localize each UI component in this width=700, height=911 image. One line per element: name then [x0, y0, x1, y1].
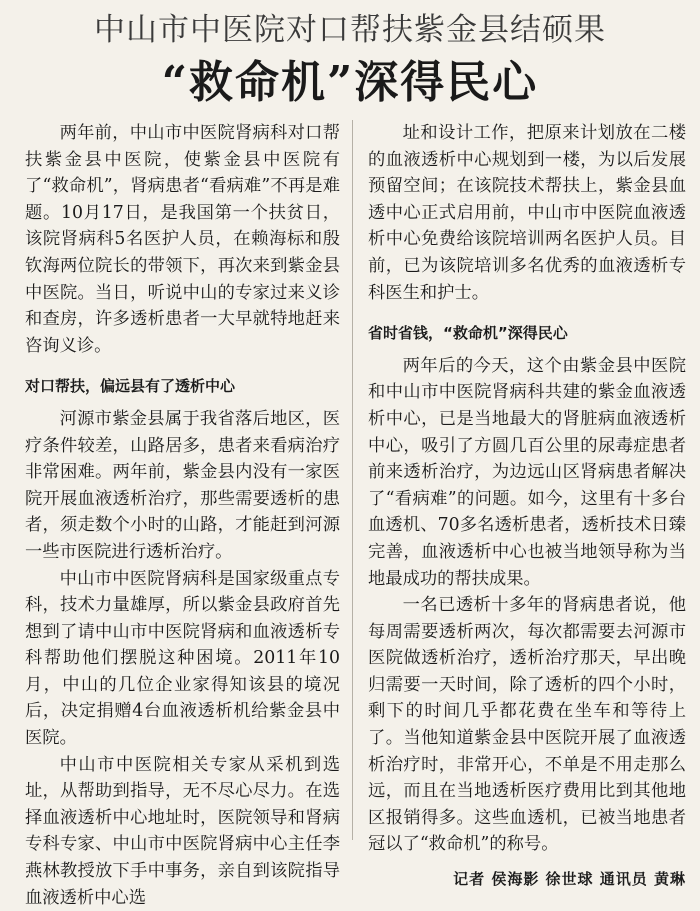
byline: 记者 侯海影 徐世球 通讯员 黄琳 [453, 870, 686, 889]
section-heading: 对口帮扶，偏远县有了透析中心 [25, 377, 236, 396]
paragraph: 址和设计工作，把原来计划放在二楼的血液透析中心规划到一楼，为以后发展预留空间；在该院技术帮扶上，紫金县血透中心正式启用前，中山市中医院血液透析中心免费给该院培训两名医护人员。目前，已为该院培训多名优秀的血液透析专科医生和护士。 [368, 123, 686, 303]
paragraph: 中山市中医院相关专家从采机到选址，从帮助到指导，无不尽心尽力。在选择血液透析中心地址时，医院领导和肾病专科专家、中山市中医院肾病中心主任李燕林教授放下手中事务，亲自到该院指导血液透析中心选 [25, 754, 340, 908]
article-subtitle: 中山市中医院对口帮扶紫金县结硕果 [94, 12, 606, 48]
section-heading: 省时省钱，“救命机”深得民心 [368, 324, 568, 343]
paragraph: 两年前，中山市中医院肾病科对口帮扶紫金县中医院，使紫金县中医院有了“救命机”，肾病患者“看病难”不再是难题。10月17日，是我国第一个扶贫日，该院肾病科5名医护人员，在赖海标和殷钦海两位院长的带领下，再次来到紫金县中医院。当日，听说中山的专家过来义诊和查房，许多透析患者一大早就特地赶来咨询义诊。 [25, 123, 340, 356]
article-title: “救命机”深得民心 [161, 57, 539, 108]
left-column [25, 120, 340, 911]
paragraph: 中山市中医院肾病科是国家级重点专科，技术力量雄厚，所以紫金县政府首先想到了请中山市中医院肾病和血液透析专科帮助他们摆脱这种困境。2011年10月，中山的几位企业家得知该县的境况后，决定捐赠4台血液透析机给紫金县中医院。 [25, 568, 340, 749]
paragraph: 一名已透析十多年的肾病患者说，他每周需要透析两次，每次都需要去河源市医院做透析治疗，透析治疗那天，早出晚归需要一天时间，除了透析的四个小时，剩下的时间几乎都花费在坐车和等待上了。当他知道紫金县中医院开展了血液透析治疗时，非常开心，不单是不用走那么远，而且在当地透析医疗费用比到其他地区报销得多。这些血透机，已被当地患者冠以了“救命机”的称号。 [368, 595, 686, 855]
column-divider [352, 120, 353, 840]
paragraph: 河源市紫金县属于我省落后地区，医疗条件较差，山路居多，患者来看病治疗非常困难。两年前，紫金县内没有一家医院开展血液透析治疗，那些需要透析的患者，须走数个小时的山路，才能赶到河源一些市医院进行透析治疗。 [25, 408, 340, 562]
right-column [368, 120, 686, 893]
paragraph: 两年后的今天，这个由紫金县中医院和中山市中医院肾病科共建的紫金血液透析中心，已是当地最大的肾脏病血液透析中心，吸引了方圆几百公里的尿毒症患者前来透析治疗，为边远山区肾病患者解决了“看病难”的问题。如今，这里有十多台血透机、70多名透析患者，透析技术日臻完善，血液透析中心也被当地领导称为当地最成功的帮扶成果。 [368, 355, 686, 589]
